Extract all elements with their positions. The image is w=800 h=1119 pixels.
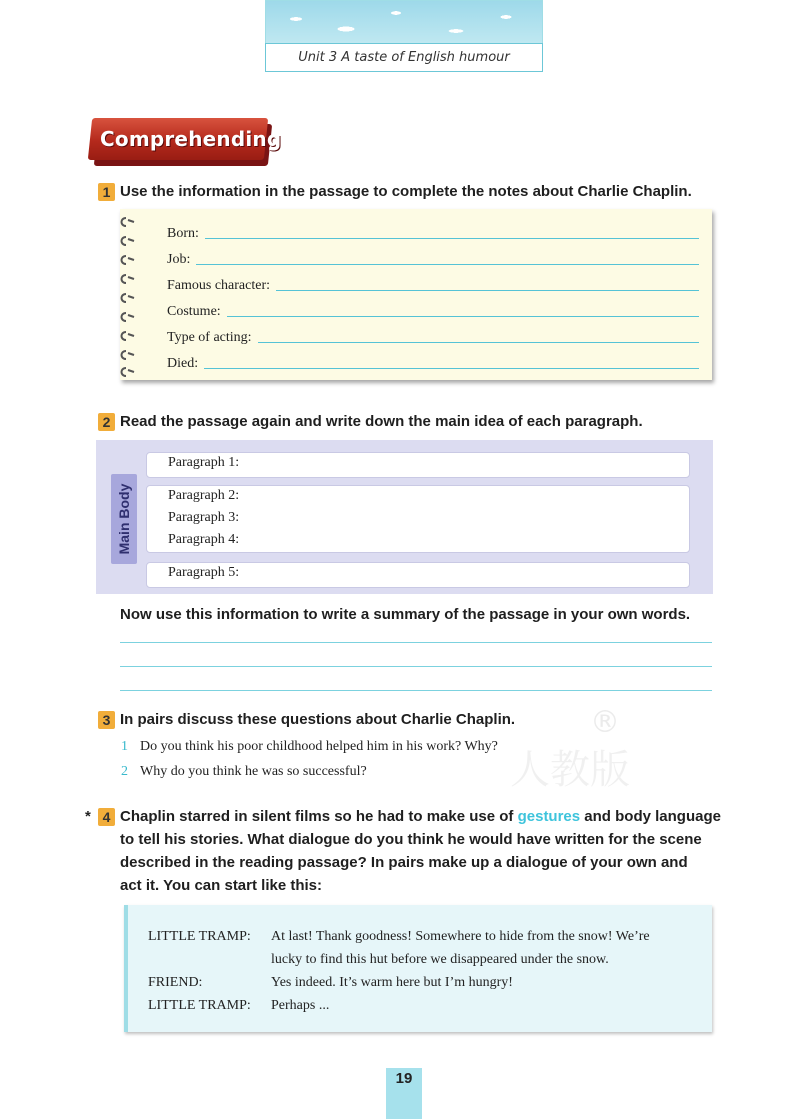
publisher-watermark: 人教版 <box>510 747 630 793</box>
note-costume: Costume: <box>167 302 699 320</box>
note-type-of-acting: Type of acting: <box>167 328 699 346</box>
task-1-number: 1 <box>98 183 115 201</box>
task-1-instruction: Use the information in the passage to complete the notes about Charlie Chaplin. <box>120 183 692 200</box>
dialogue-speaker-3: LITTLE TRAMP: <box>148 998 251 1013</box>
note-famous-character: Famous character: <box>167 276 699 294</box>
page-number-tab <box>386 1068 422 1119</box>
task-2-number: 2 <box>98 413 115 431</box>
paragraph-4-label: Paragraph 4: <box>168 532 240 547</box>
dialogue-speaker-1: LITTLE TRAMP: <box>148 929 251 944</box>
note-born: Born: <box>167 224 699 242</box>
dialogue-line-3: Perhaps ... <box>271 998 330 1013</box>
answer-line[interactable] <box>276 290 699 291</box>
paragraph-2-label: Paragraph 2: <box>168 488 240 503</box>
answer-line[interactable] <box>204 368 699 369</box>
paragraph-1-label: Paragraph 1: <box>168 455 240 470</box>
task-4-line-1: Chaplin starred in silent films so he had to make use of gestures and body language <box>120 808 721 825</box>
notepad-spiral-icon <box>118 214 140 378</box>
task-4-line-2: to tell his stories. What dialogue do you think he would have written for the scene <box>120 831 702 848</box>
optional-star: * <box>85 808 91 825</box>
section-title-badge <box>90 118 282 170</box>
dialogue-line-1b: lucky to find this hut before we disappeared under the snow. <box>271 952 609 967</box>
summary-line[interactable] <box>120 690 712 691</box>
dialogue-line-2: Yes indeed. It’s warm here but I’m hungry! <box>271 975 513 990</box>
main-body-tab: Main Body <box>111 474 137 564</box>
dialogue-speaker-2: FRIEND: <box>148 975 203 990</box>
task-3-instruction: In pairs discuss these questions about Charlie Chaplin. <box>120 711 516 728</box>
summary-line[interactable] <box>120 642 712 643</box>
answer-line[interactable] <box>196 264 699 265</box>
unit-header <box>265 0 543 70</box>
dialogue-line-1a: At last! Thank goodness! Somewhere to hide from the snow! We’re <box>271 929 650 944</box>
task-3-number: 3 <box>98 711 115 729</box>
task-4-number: 4 <box>98 808 115 826</box>
answer-line[interactable] <box>258 342 699 343</box>
registered-mark-icon: ® <box>590 705 620 740</box>
note-died: Died: <box>167 354 699 372</box>
section-title: Comprehending <box>100 127 282 151</box>
note-job: Job: <box>167 250 699 268</box>
question-1-text: Do you think his poor childhood helped him in his work? Why? <box>140 739 498 754</box>
question-1-number: 1 <box>121 739 128 754</box>
question-2-text: Why do you think he was so successful? <box>140 764 367 779</box>
answer-line[interactable] <box>205 238 699 239</box>
page-number: 19 <box>395 1070 413 1087</box>
glossary-link-gestures[interactable]: gestures <box>517 808 581 825</box>
paragraph-5-label: Paragraph 5: <box>168 565 240 580</box>
paragraph-3-label: Paragraph 3: <box>168 510 240 525</box>
answer-line[interactable] <box>227 316 699 317</box>
task-2-instruction: Read the passage again and write down the main idea of each paragraph. <box>120 413 643 430</box>
task-4-line-4: act it. You can start like this: <box>120 877 323 894</box>
unit-title: Unit 3 A taste of English humour <box>265 43 543 72</box>
question-2-number: 2 <box>121 764 128 779</box>
summary-instruction: Now use this information to write a summary of the passage in your own words. <box>120 606 691 623</box>
header-banner-image <box>265 0 543 43</box>
task-4-line-3: described in the reading passage? In pairs make up a dialogue of your own and <box>120 854 688 871</box>
summary-line[interactable] <box>120 666 712 667</box>
